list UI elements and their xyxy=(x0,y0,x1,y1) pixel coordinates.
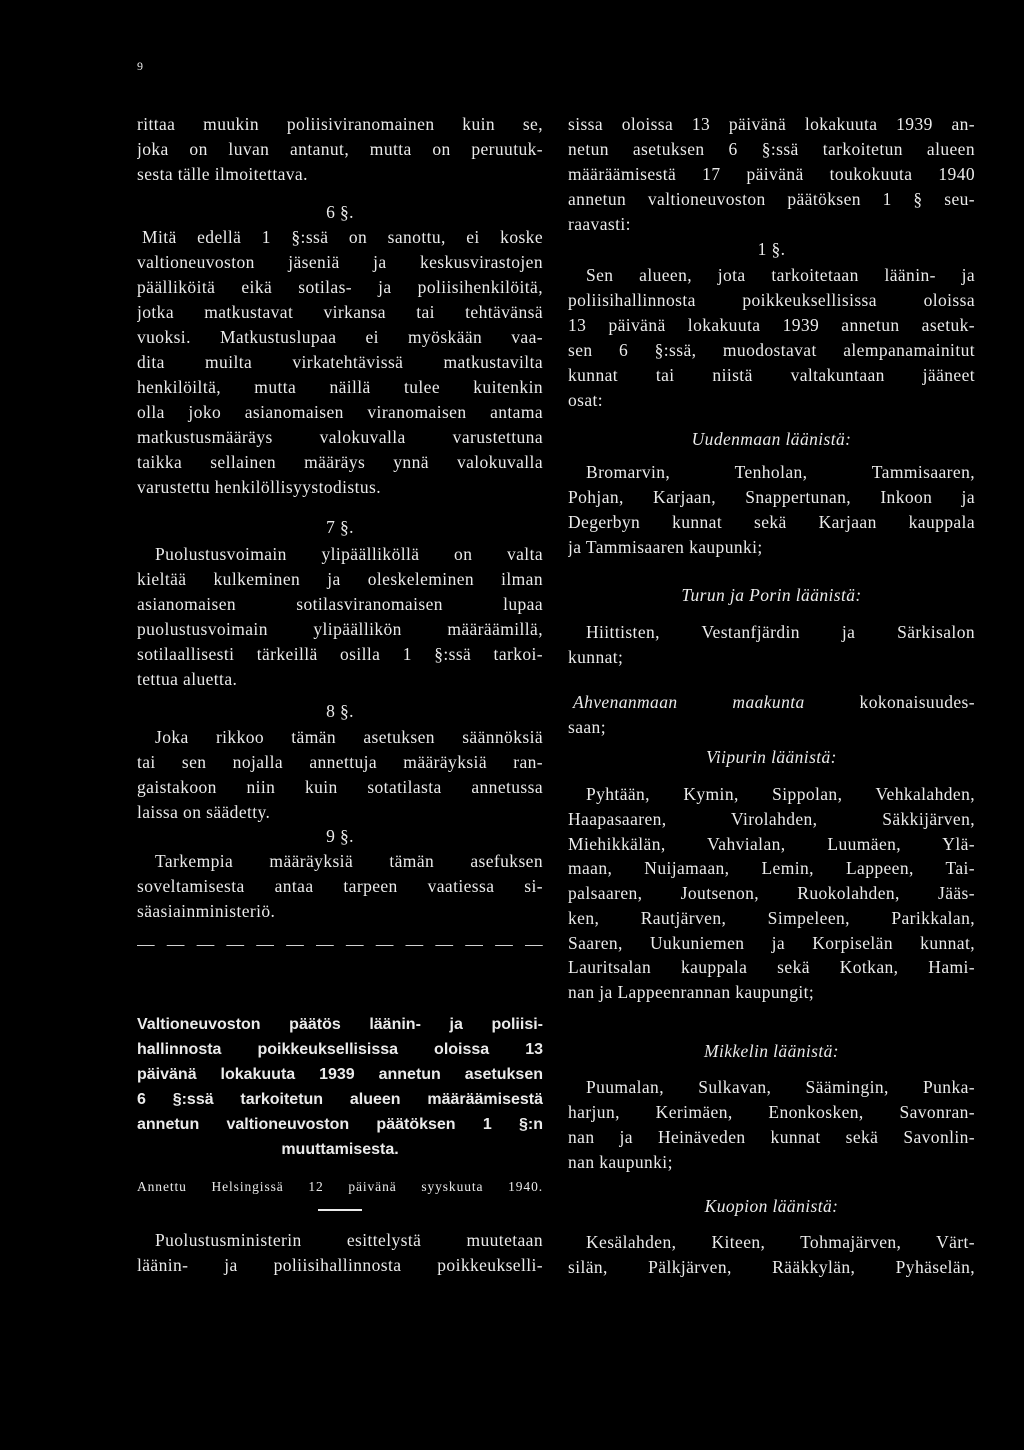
text-line: varustettu henkilöllisyystodistus. xyxy=(137,477,382,497)
text-line: Puumalan, Sulkavan, Säämingin, Punka- xyxy=(586,1077,975,1097)
text-line: soveltamisesta antaa tarpeen vaatiessa si- xyxy=(137,876,543,896)
text-line xyxy=(568,690,975,715)
text-line: määräämisestä 17 päivänä toukokuuta 1940 xyxy=(568,164,975,184)
section-8-paragraph xyxy=(137,725,543,825)
province-ahvenanmaa xyxy=(568,690,975,740)
text-line: kunnat tai niistä valtakuntaan jääneet xyxy=(568,365,975,385)
section-9-paragraph xyxy=(137,849,543,924)
title-line: päivänä lokakuuta 1939 annetun asetuksen xyxy=(137,1066,543,1083)
text-line: Kesälahden, Kiteen, Tohmajärven, Värt- xyxy=(586,1232,975,1252)
section-heading-1 xyxy=(568,237,975,262)
province-list-turku-pori xyxy=(568,620,975,670)
section-heading: 8 §. xyxy=(326,701,354,721)
preamble-paragraph xyxy=(137,1228,543,1278)
province-heading: Turun ja Porin läänistä: xyxy=(681,585,862,605)
text-line: Haapasaaren, Virolahden, Säkkijärven, xyxy=(568,808,975,829)
text-line: netun asetuksen 6 §:ssä tarkoitetun alueen xyxy=(568,139,975,159)
separator-rule xyxy=(318,1209,362,1211)
text-line: valtioneuvoston jäseniä ja keskusvirastojen xyxy=(137,252,543,272)
text-line: kieltää kulkeminen ja oleskeleminen ilman xyxy=(137,569,543,589)
text-line: Pohjan, Karjaan, Snappertunan, Inkoon ja xyxy=(568,487,975,507)
text-line: saan; xyxy=(568,717,606,737)
right-intro-paragraph xyxy=(568,112,975,237)
text-line: raavasti: xyxy=(568,214,631,234)
text-line: Tarkempia määräyksiä tämän asefuksen xyxy=(155,851,543,871)
province-heading: Mikkelin läänistä: xyxy=(703,1041,839,1061)
text-line: annetun valtioneuvoston päätöksen 1 § seu- xyxy=(568,189,975,209)
title-line: hallinnosta poikkeuksellisissa oloissa 13 xyxy=(137,1041,543,1058)
text-line: poliisihallinnosta poikkeuksellisissa oloissa xyxy=(568,290,975,310)
text-line: henkilöiltä, mutta näillä tulee kuitenkin xyxy=(137,377,543,397)
text-line: ja Tammisaaren kaupunki; xyxy=(568,537,763,557)
text-line: nan kaupunki; xyxy=(568,1152,673,1172)
text-line: sissa oloissa 13 päivänä lokakuuta 1939 an- xyxy=(568,114,975,134)
province-list-uusimaa xyxy=(568,460,975,560)
text-line: sotilaallisesti tärkeillä osilla 1 §:ssä tarkoi- xyxy=(137,644,543,664)
text-line: rittaa muukin poliisiviranomainen kuin se, xyxy=(137,114,543,134)
text-line: laissa on säädetty. xyxy=(137,802,271,822)
text-line: jotka matkustavat virkansa tai tehtävänsä xyxy=(137,302,543,322)
title-line: Valtioneuvoston päätös läänin- ja poliisi- xyxy=(137,1016,543,1033)
section-1-paragraph xyxy=(568,263,975,413)
text-line: gaistakoon niin kuin sotatilasta annetussa xyxy=(137,777,543,797)
text-line: Miehikkälän, Vahvialan, Luumäen, Ylä- xyxy=(568,833,975,854)
text-line: Pyhtään, Kymin, Sippolan, Vehkalahden, xyxy=(586,784,975,804)
province-list-mikkeli xyxy=(568,1075,975,1175)
province-heading-viipuri xyxy=(568,745,975,770)
section-6-paragraph xyxy=(137,225,543,500)
dashed-divider xyxy=(137,932,543,957)
province-heading: Kuopion läänistä: xyxy=(704,1196,839,1216)
decision-title xyxy=(137,1012,543,1162)
text-line: Puolustusministerin esittelystä muutetaan xyxy=(155,1230,543,1250)
text-line: joka on luvan antanut, mutta on peruutuk- xyxy=(137,139,543,159)
page-number: 9 xyxy=(137,59,144,73)
province-heading-turku-pori xyxy=(568,583,975,608)
province-heading-mikkeli xyxy=(568,1039,975,1064)
title-line: 6 §:ssä tarkoitetun alueen määräämisestä xyxy=(137,1091,543,1108)
text-line: palsaaren, Joutsenon, Ruokolahden, Jääs- xyxy=(568,883,975,903)
section-heading: 7 §. xyxy=(326,517,354,537)
title-line: annetun valtioneuvoston päätöksen 1 §:n xyxy=(137,1116,543,1133)
section-heading-7 xyxy=(137,515,543,540)
text-line: tai sen nojalla annettuja määräyksiä ran- xyxy=(137,752,543,772)
text-line: silän, Pälkjärven, Rääkkylän, Pyhäselän, xyxy=(568,1257,975,1277)
section-7-paragraph xyxy=(137,542,543,692)
text-line: Bromarvin, Tenholan, Tammisaaren, xyxy=(586,462,975,482)
text-line: osat: xyxy=(568,390,604,410)
text-line: nan ja Heinäveden kunnat sekä Savonlin- xyxy=(568,1127,975,1147)
text-line: kunnat; xyxy=(568,647,624,667)
text-line: säasiainministeriö. xyxy=(137,901,276,921)
province-list-kuopio xyxy=(568,1230,975,1280)
section-heading: 1 §. xyxy=(757,239,786,259)
left-intro-paragraph xyxy=(137,112,543,187)
text-line: Joka rikkoo tämän asetuksen säännöksiä xyxy=(155,727,543,747)
text-line: Saaren, Uukuniemen ja Korpiselän kunnat, xyxy=(568,932,975,953)
section-heading-8 xyxy=(137,699,543,724)
section-heading-9 xyxy=(137,824,543,849)
text-line: asianomaisen sotilasviranomaisen lupaa xyxy=(137,594,543,614)
province-list-viipuri xyxy=(568,782,975,1005)
province-heading: Uudenmaan läänistä: xyxy=(691,429,852,449)
title-line: muuttamisesta. xyxy=(281,1141,399,1158)
text-line: ken, Rautjärven, Simpeleen, Parikkalan, xyxy=(568,907,975,928)
divider-dashes: — — — — — — — — — — — — — — xyxy=(137,934,543,954)
text-line: sen 6 §:ssä, muodostavat alempanamainitut xyxy=(568,340,975,360)
text-line: Puolustusvoimain ylipäälliköllä on valta xyxy=(155,544,543,564)
text-line: Mitä edellä 1 §:ssä on sanottu, ei koske xyxy=(142,227,543,247)
ahvenanmaa-rest: kokonaisuudes- xyxy=(859,692,975,712)
text-line: läänin- ja poliisihallinnosta poikkeukselli- xyxy=(137,1255,543,1275)
text-line: Degerbyn kunnat sekä Karjaan kauppala xyxy=(568,512,975,532)
text-line: sesta tälle ilmoitettava. xyxy=(137,164,308,184)
ahvenanmaa-italic: Ahvenanmaan maakunta xyxy=(573,692,805,712)
section-heading: 6 §. xyxy=(326,202,354,222)
text-line: nan ja Lappeenrannan kaupungit; xyxy=(568,982,815,1002)
given-date-line xyxy=(137,1174,543,1199)
text-line: 13 päivänä lokakuuta 1939 annetun asetuk- xyxy=(568,315,975,335)
text-line: dita muilta virkatehtävissä matkustavilta xyxy=(137,352,543,372)
text-line: harjun, Kerimäen, Enonkosken, Savonran- xyxy=(568,1102,975,1122)
text-line: Hiittisten, Vestanfjärdin ja Särkisalon xyxy=(586,622,975,642)
text-line: päälliköitä eikä sotilas- ja poliisihenkilöitä, xyxy=(137,277,543,297)
text-line: Lauritsalan kauppala sekä Kotkan, Hami- xyxy=(568,957,975,978)
text-line: vuoksi. Matkustuslupaa ei myöskään vaa- xyxy=(137,327,543,347)
text-line: taikka sellainen määräys ynnä valokuvalla xyxy=(137,452,543,472)
text-line: matkustusmääräys valokuvalla varustettuna xyxy=(137,427,543,447)
text-line: puolustusvoimain ylipäällikön määräämillä, xyxy=(137,619,543,639)
province-heading-kuopio xyxy=(568,1194,975,1219)
text-line: tettua aluetta. xyxy=(137,669,238,689)
given-date: Annettu Helsingissä 12 päivänä syyskuuta 1940. xyxy=(137,1179,543,1194)
text-line: Sen alueen, jota tarkoitetaan läänin- ja xyxy=(586,265,975,285)
section-heading: 9 §. xyxy=(326,826,354,846)
province-heading: Viipurin läänistä: xyxy=(706,747,837,767)
text-line: olla joko asianomaisen viranomaisen antama xyxy=(137,402,543,422)
section-heading-6 xyxy=(137,200,543,225)
text-line: maan, Nuijamaan, Lemin, Lappeen, Tai- xyxy=(568,858,975,879)
province-heading-uusimaa xyxy=(568,427,975,452)
